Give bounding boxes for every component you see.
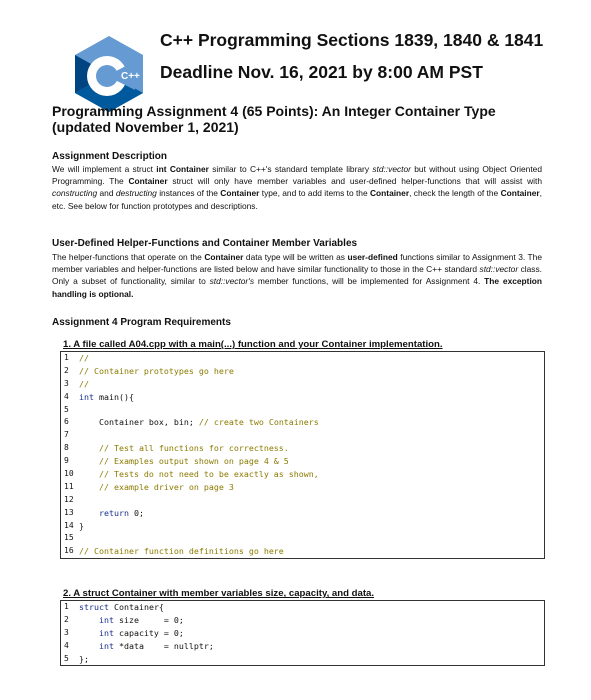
line-number: 11 <box>64 481 74 491</box>
code-text <box>79 507 144 520</box>
title-line1: Programming Assignment 4 (65 Points): An Integer Container Type <box>52 103 496 119</box>
code-plain: *data = nullptr; <box>113 640 214 651</box>
helper-text-run: member functions, will be implemented for Assignment 4. <box>254 276 485 287</box>
code-comment: // <box>79 353 89 363</box>
line-number: 14 <box>64 520 74 530</box>
helper-functions-heading: User-Defined Helper-Functions and Container Member Variables <box>52 238 358 249</box>
code-comment: // Examples output shown on page 4 & 5 <box>79 456 289 467</box>
main-code-line <box>61 455 544 468</box>
line-number: 15 <box>64 533 74 543</box>
line-number: 6 <box>64 417 69 427</box>
helper-text-run: The exception handling is optional. <box>52 276 543 299</box>
code-text <box>79 614 184 627</box>
code-comment: // Container function definitions go here <box>79 546 284 557</box>
code-text <box>79 520 84 533</box>
code-text <box>79 627 184 640</box>
code-plain: } <box>79 520 84 531</box>
line-number: 4 <box>64 391 69 401</box>
struct-code-line <box>61 627 544 640</box>
line-number: 1 <box>64 353 69 362</box>
line-number: 3 <box>64 378 69 388</box>
struct-code-line <box>61 601 544 614</box>
helper-text-run: std::vector's <box>209 276 255 287</box>
code-text <box>79 481 234 494</box>
description-text-run: , check the length of the <box>409 188 501 199</box>
code-comment: // Container prototypes go here <box>79 365 234 376</box>
code-text <box>79 640 214 653</box>
code-plain: 0; <box>128 507 144 518</box>
code-comment: // Test all functions for correctness. <box>79 443 289 454</box>
description-text-run: We will implement a struct <box>52 164 157 174</box>
helper-text-run: class. Only a subset of functionality, similar to <box>52 264 542 287</box>
main-code-line <box>61 378 544 391</box>
description-paragraph <box>52 163 542 212</box>
description-text-run: Container <box>220 188 260 199</box>
line-number: 10 <box>64 469 74 479</box>
helper-functions-paragraph <box>52 251 542 300</box>
code-text <box>79 352 89 365</box>
line-number: 2 <box>64 365 69 375</box>
line-number: 16 <box>64 546 74 556</box>
code-keyword: struct <box>79 602 109 612</box>
description-text-run: int Container <box>156 164 209 174</box>
code-keyword: return <box>79 507 129 518</box>
code-plain: size = 0; <box>113 614 184 625</box>
main-code-line <box>61 391 544 404</box>
main-code-line <box>61 416 544 429</box>
header-deadline: Deadline Nov. 16, 2021 by 8:00 AM PST <box>160 62 483 82</box>
code-block-struct <box>60 600 545 666</box>
line-number: 8 <box>64 443 69 453</box>
assignment-title <box>52 103 552 135</box>
description-text-run: similar to C++'s standard template library <box>208 164 373 174</box>
line-number: 3 <box>64 627 69 637</box>
helper-text-run: user-defined <box>347 252 398 262</box>
line-number: 9 <box>64 456 69 466</box>
requirement-item-1-label: 1. A file called A04.cpp with a main(...) function and your Container implementation. <box>63 339 443 350</box>
description-text-run: , etc. See below for function prototypes and descriptions. <box>52 188 542 211</box>
description-text-run: and <box>97 188 116 199</box>
helper-text-run: Container <box>204 252 244 262</box>
requirement-item-2-label: 2. A struct Container with member variables size, capacity, and data. <box>63 588 375 599</box>
main-code-line <box>61 520 544 533</box>
description-text-run: instances of the <box>156 188 221 199</box>
struct-code-line <box>61 640 544 653</box>
code-text <box>79 365 234 378</box>
line-number: 5 <box>64 404 69 414</box>
header-course: C++ Programming Sections 1839, 1840 & 1841 <box>160 30 544 50</box>
code-plain: main(){ <box>94 391 134 402</box>
description-text-run: Container <box>370 188 410 199</box>
description-text-run: but without using Object Oriented Programming. The <box>52 164 542 187</box>
code-text <box>79 468 319 481</box>
main-code-line <box>61 532 544 545</box>
cpp-logo-icon <box>73 34 145 114</box>
code-text <box>79 601 164 614</box>
description-text-run: constructing <box>52 188 98 199</box>
description-text-run: struct will only have member variables and user-defined helper-functions that will assist with <box>167 176 542 187</box>
line-number: 4 <box>64 640 69 650</box>
main-code-line <box>61 365 544 378</box>
description-heading: Assignment Description <box>52 151 168 162</box>
main-code-line <box>61 352 544 365</box>
helper-text-run: data type will be written as <box>243 252 348 262</box>
title-line2: (updated November 1, 2021) <box>52 119 239 135</box>
code-plain: capacity = 0; <box>113 627 184 638</box>
struct-code-line <box>61 653 544 666</box>
description-text-run: type, and to add items to the <box>259 188 370 199</box>
description-text-run: Container <box>128 176 168 187</box>
helper-text-run: The helper-functions that operate on the <box>52 252 205 262</box>
code-text <box>79 653 89 666</box>
code-comment: // Tests do not need to be exactly as shown, <box>79 469 319 480</box>
code-block-main <box>60 351 545 559</box>
description-text-run: Container <box>500 188 540 199</box>
main-code-line <box>61 507 544 520</box>
code-text <box>79 416 319 429</box>
main-code-line <box>61 442 544 455</box>
code-text <box>79 391 134 404</box>
helper-text-run: functions similar to Assignment 3. The member variables and helper-functions are listed below and have similar functionality to those in the C++ standard <box>52 252 542 275</box>
description-text-run: destructing <box>115 188 157 199</box>
logo-text: C++ <box>121 71 140 82</box>
line-number: 12 <box>64 494 74 504</box>
main-code-line <box>61 545 544 558</box>
description-text-run: std::vector <box>372 164 411 174</box>
code-comment: // <box>79 378 89 389</box>
main-code-line <box>61 481 544 494</box>
main-code-line <box>61 494 544 507</box>
code-text <box>79 378 89 391</box>
code-keyword: int <box>79 391 94 402</box>
code-keyword: int <box>79 627 114 638</box>
code-plain: Container{ <box>108 602 164 612</box>
code-text <box>79 545 284 558</box>
code-plain: }; <box>79 653 89 664</box>
line-number: 2 <box>64 614 69 624</box>
requirements-heading: Assignment 4 Program Requirements <box>52 317 231 328</box>
code-comment: // example driver on page 3 <box>79 481 234 492</box>
line-number: 7 <box>64 430 69 440</box>
main-code-line <box>61 468 544 481</box>
code-text <box>79 455 289 468</box>
line-number: 13 <box>64 507 74 517</box>
line-number: 1 <box>64 602 69 611</box>
code-keyword: int <box>79 640 114 651</box>
helper-text-run: std::vector <box>479 264 519 275</box>
line-number: 5 <box>64 653 69 663</box>
main-code-line <box>61 404 544 417</box>
code-keyword: int <box>79 614 114 625</box>
code-plain: Container box, bin; <box>79 417 199 428</box>
code-text <box>79 442 289 455</box>
code-comment: // create two Containers <box>198 417 319 428</box>
main-code-line <box>61 429 544 442</box>
struct-code-line <box>61 614 544 627</box>
